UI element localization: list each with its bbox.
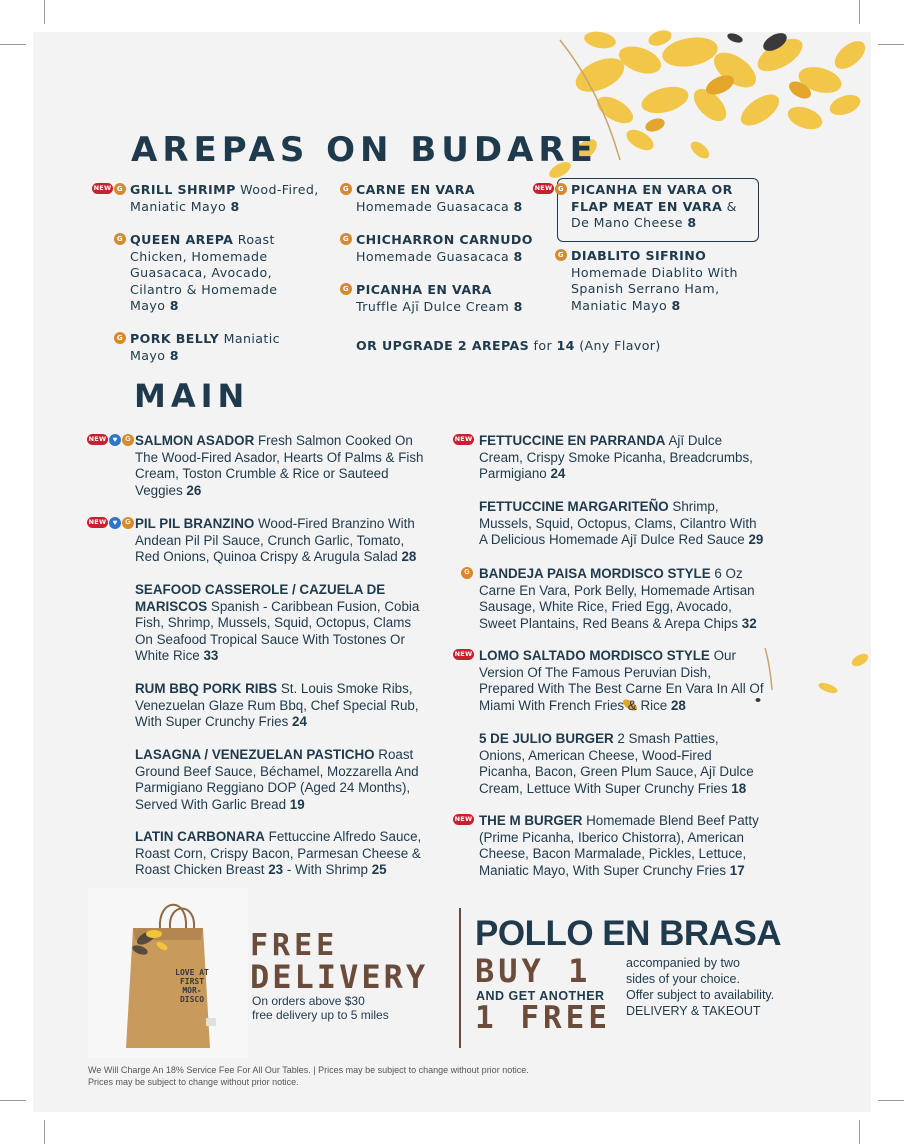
item-name: SALMON ASADOR — [135, 433, 255, 448]
paper-bag-icon — [88, 888, 248, 1058]
menu-item — [135, 582, 430, 665]
item-name: FETTUCCINE EN PARRANDA — [479, 433, 666, 448]
item-badges — [340, 183, 352, 195]
item-name: FETTUCCINE MARGARITEÑO — [479, 499, 669, 514]
item-extra: - With Shrimp — [283, 862, 372, 878]
new-badge-icon: NEW — [454, 815, 473, 824]
delivery-note-1: On orders above $30 — [252, 994, 365, 1008]
item-name: LASAGNA / VENEZUELAN PASTICHO — [135, 747, 375, 762]
item-description: Wood-Fired Branzino With Andean Pil Pil Sauce, Crunch Garlic, Tomato, Red Onions, Quinoa Crispy & Arugula Salad — [135, 516, 415, 565]
new-badge-icon: NEW — [534, 184, 553, 193]
menu-item — [454, 813, 764, 879]
item-description: St. Louis Smoke Ribs, Venezuelan Glaze Rum Bbq, Chef Special Rub, With Super Crunchy Fries — [135, 681, 419, 730]
new-badge-icon: NEW — [454, 650, 473, 659]
item-name: PICANHA EN VARA OR FLAP MEAT EN VARA — [571, 182, 733, 214]
free-delivery-line2: DELIVERY — [250, 958, 429, 996]
item-description: Roast Chicken, Homemade Guasacaca, Avocado, Cilantro & Homemade Mayo — [130, 232, 278, 314]
item-price: 33 — [203, 648, 219, 664]
item-price: 23 — [268, 862, 284, 878]
item-badges — [340, 283, 352, 295]
item-badges — [453, 649, 474, 660]
menu-item — [116, 232, 300, 315]
item-description: Maniatic Mayo — [130, 331, 280, 363]
item-description: Roast Ground Beef Sauce, Béchamel, Mozzarella And Parmigiano Reggiano DOP (Aged 24 Months), Served With Garlic Bread — [135, 747, 419, 812]
item-description: & De Mano Cheese — [571, 198, 737, 231]
item-extra-price: 25 — [371, 862, 387, 878]
menu-item — [464, 566, 764, 632]
promo-note-1: accompanied by two — [626, 956, 740, 970]
crop-mark — [0, 1100, 26, 1101]
item-badges — [453, 434, 474, 445]
upgrade-note: (Any Flavor) — [574, 338, 661, 353]
item-price: 18 — [731, 780, 747, 796]
item-price: 29 — [748, 532, 764, 548]
item-name: QUEEN AREPA — [130, 232, 234, 247]
delivery-note-2: free delivery up to 5 miles — [252, 1008, 389, 1022]
item-badges — [114, 332, 126, 344]
item-price: 8 — [513, 248, 523, 264]
menu-item — [88, 516, 430, 566]
item-name: CARNE EN VARA — [356, 182, 476, 197]
item-name: CHICHARRON CARNUDO — [356, 232, 533, 247]
item-price: 17 — [729, 862, 745, 878]
item-price: 28 — [401, 549, 417, 565]
item-description: Our Version Of The Famous Peruvian Dish, Prepared With The Best Carne En Vara In All Of Miami With French Fries & Rice — [479, 648, 764, 713]
crop-mark — [859, 1120, 860, 1144]
item-price: 8 — [513, 298, 523, 314]
menu-item — [479, 499, 764, 549]
item-name: PORK BELLY — [130, 331, 220, 346]
gluten-free-icon: G — [340, 183, 352, 195]
crop-mark — [878, 1100, 904, 1101]
item-name: SEAFOOD CASSEROLE / CAZUELA DE MARISCOS — [135, 582, 386, 614]
item-description: 6 Oz Carne En Vara, Pork Belly, Homemade Artisan Sausage, White Rice, Fried Egg, Avocado, Sweet Plantains, Red Beans & Arepa Chips — [479, 566, 755, 631]
item-description: Shrimp, Mussels, Squid, Octopus, Clams, Cilantro With A Delicious Homemade Ajī Dulce Red Sauce — [479, 499, 757, 548]
promo-title: POLLO EN BRASA — [475, 914, 782, 953]
menu-item — [116, 331, 290, 364]
gluten-free-icon: G — [340, 283, 352, 295]
new-badge-icon: NEW — [88, 435, 107, 444]
item-badges — [453, 814, 474, 825]
promo-note-4: DELIVERY & TAKEOUT — [626, 1004, 761, 1018]
upgrade-lead: OR UPGRADE 2 AREPAS — [356, 338, 530, 353]
item-badges — [114, 233, 126, 245]
gluten-free-icon: G — [122, 434, 134, 446]
item-price: 8 — [230, 198, 240, 214]
item-name: DIABLITO SIFRINO — [571, 248, 707, 263]
item-price: 8 — [513, 198, 523, 214]
item-price: 19 — [289, 796, 305, 812]
item-description: Homemade Diablito With Spanish Serrano Ham, Maniatic Mayo — [571, 264, 738, 313]
promo-and-get: AND GET ANOTHER — [476, 989, 605, 1003]
item-description: Fettuccine Alfredo Sauce, Roast Corn, Crispy Bacon, Parmesan Cheese & Roast Chicken Breast — [135, 829, 422, 878]
item-name: LOMO SALTADO MORDISCO STYLE — [479, 648, 710, 663]
upgrade-text: for — [529, 338, 557, 353]
footer-price-note: Prices may be subject to change without prior notice. — [88, 1077, 299, 1087]
item-price: 8 — [169, 298, 179, 314]
heart-icon: ♥ — [109, 517, 121, 529]
item-name: 5 DE JULIO BURGER — [479, 731, 614, 746]
menu-item — [557, 248, 751, 314]
promo-buy-one: BUY 1 — [475, 952, 592, 990]
menu-item — [534, 182, 753, 232]
new-badge-icon: NEW — [93, 184, 112, 193]
menu-item — [479, 731, 764, 797]
item-price: 26 — [186, 482, 202, 498]
gluten-free-icon: G — [340, 233, 352, 245]
item-name: BANDEJA PAISA MORDISCO STYLE — [479, 566, 711, 581]
section-title-main: MAIN — [134, 377, 250, 415]
upgrade-offer — [356, 338, 676, 355]
item-badges — [461, 567, 473, 579]
item-description: Fresh Salmon Cooked On The Wood-Fired Asador, Hearts Of Palms & Fish Cream, Toston Crumble & Rice or Sauteed Veggies — [135, 433, 424, 498]
item-price: 24 — [550, 466, 566, 482]
item-description: Truffle Ajī Dulce Cream — [356, 298, 514, 314]
promo-note-3: Offer subject to availability. — [626, 988, 775, 1002]
menu-item — [135, 829, 425, 879]
item-description: Homemade Guasacaca — [356, 198, 514, 214]
menu-item — [88, 433, 425, 499]
menu-item — [342, 182, 536, 215]
section-title-arepas: AREPAS ON BUDARE — [131, 130, 598, 170]
footer-service-fee: We Will Charge An 18% Service Fee For All Our Tables. | Prices may be subject to change without prior notice. — [88, 1065, 529, 1075]
free-delivery-line1: FREE — [250, 928, 339, 963]
menu-item — [342, 282, 536, 315]
item-name: PIL PIL BRANZINO — [135, 516, 255, 531]
item-price: 8 — [671, 297, 681, 313]
item-description: Spanish - Caribbean Fusion, Cobia Fish, Shrimp, Mussels, Squid, Octopus, Clams On Seafood Tropical Sauce With Tostones Or White Rice — [135, 598, 420, 664]
item-badges — [340, 233, 352, 245]
crop-mark — [44, 1120, 45, 1144]
bag-print: LOVE AT FIRST MOR- DISCO — [175, 968, 209, 1004]
item-price: 8 — [169, 347, 179, 363]
item-price: 24 — [292, 714, 307, 730]
item-badges — [92, 183, 126, 195]
menu-item — [454, 648, 764, 714]
item-badges — [533, 183, 567, 195]
item-price: 32 — [741, 615, 757, 631]
item-price: 8 — [687, 215, 697, 231]
gluten-free-icon: G — [461, 567, 473, 579]
new-badge-icon: NEW — [88, 518, 107, 527]
gluten-free-icon: G — [555, 249, 567, 261]
item-name: GRILL SHRIMP — [130, 182, 236, 197]
vertical-divider — [459, 908, 461, 1048]
item-description: Wood-Fired, Maniatic Mayo — [130, 182, 319, 214]
item-badges — [555, 249, 567, 261]
promo-note-2: sides of your choice. — [626, 972, 740, 986]
item-name: THE M BURGER — [479, 813, 583, 828]
menu-item — [93, 182, 325, 215]
item-badges — [87, 434, 134, 446]
gluten-free-icon: G — [555, 183, 567, 195]
item-description: Homemade Guasacaca — [356, 248, 514, 264]
gluten-free-icon: G — [114, 233, 126, 245]
upgrade-price: 14 — [556, 338, 575, 353]
menu-item — [135, 747, 425, 813]
gluten-free-icon: G — [114, 332, 126, 344]
new-badge-icon: NEW — [454, 435, 473, 444]
item-name: RUM BBQ PORK RIBS — [135, 681, 278, 696]
gluten-free-icon: G — [122, 517, 134, 529]
item-badges — [87, 517, 134, 529]
item-name: LATIN CARBONARA — [135, 829, 265, 844]
menu-item — [342, 232, 541, 265]
promo-one-free: 1 FREE — [475, 1000, 611, 1036]
item-name: PICANHA EN VARA — [356, 282, 492, 297]
heart-icon: ♥ — [109, 434, 121, 446]
item-description: Homemade Blend Beef Patty (Prime Picanha, Iberico Chistorra), American Cheese, Bacon Marmalade, Pickles, Lettuce, Maniatic Mayo, With Super Crunchy Fries — [479, 813, 759, 878]
gluten-free-icon: G — [114, 183, 126, 195]
menu-item — [454, 433, 764, 483]
item-description: 2 Smash Patties, Onions, American Cheese, Wood-Fired Picanha, Bacon, Green Plum Sauce, Ajī Dulce Cream, Lettuce With Super Crunchy Fries — [479, 731, 754, 796]
item-description: Ajī Dulce Cream, Crispy Smoke Picanha, Breadcrumbs, Parmigiano — [479, 433, 753, 482]
item-price: 28 — [670, 697, 686, 713]
menu-item — [135, 681, 425, 731]
